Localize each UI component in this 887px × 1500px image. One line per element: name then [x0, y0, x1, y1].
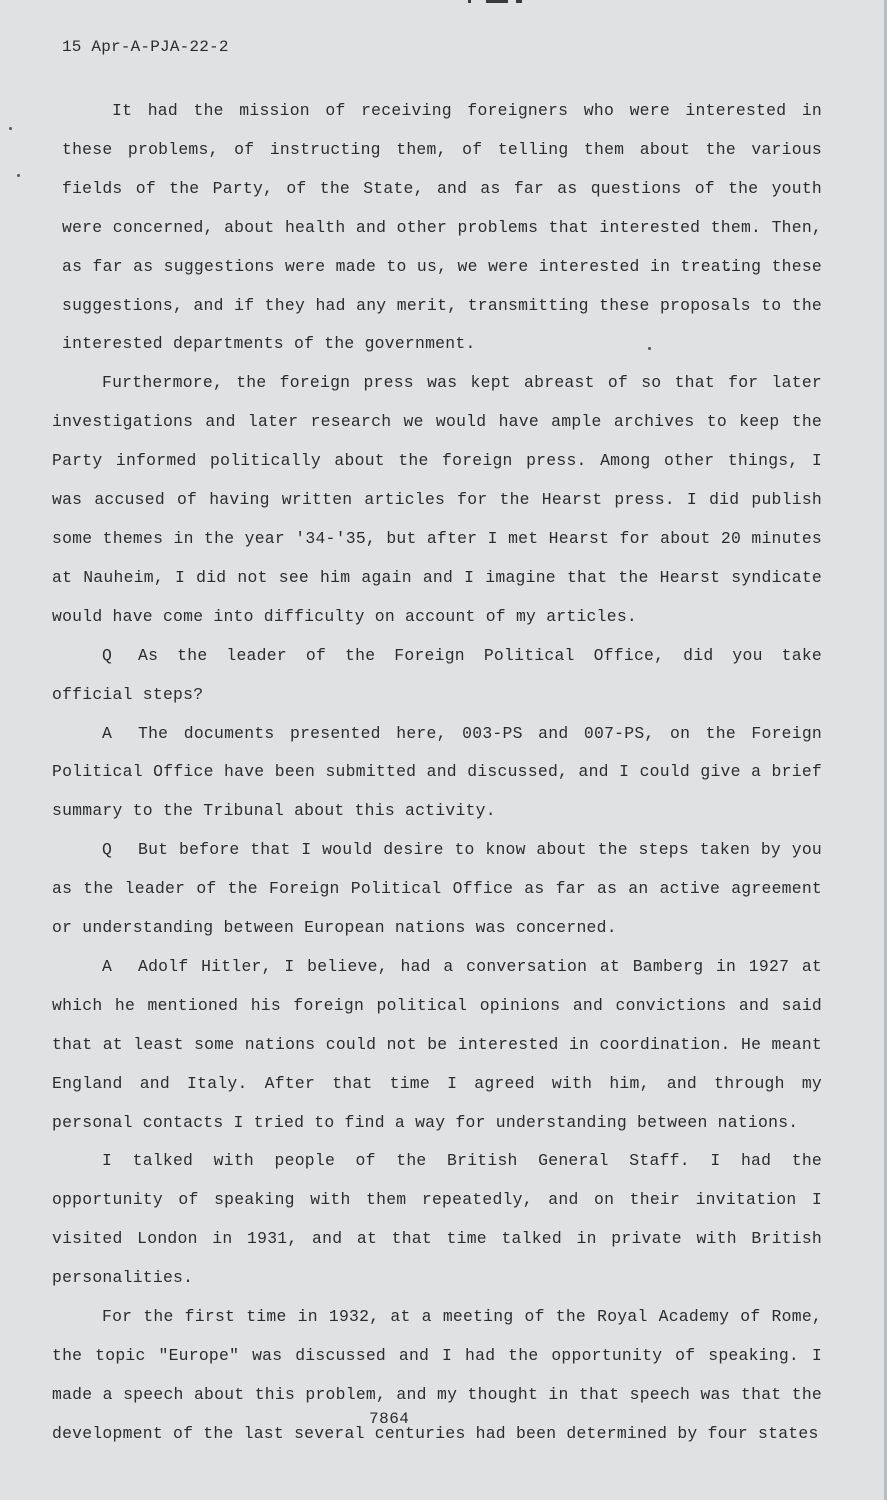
top-edge-mark — [468, 0, 532, 4]
speaker-label: A — [102, 723, 113, 743]
answer-paragraph — [52, 715, 822, 832]
paragraph-text: The documents presented here, 003-PS and 007-PS, on the Foreign Political Office have been submitted and discussed, and I could give a brief summary to the Tribunal about this activity. — [52, 723, 822, 821]
paragraph-text: But before that I would desire to know about the steps taken by you as the leader of the Foreign Political Office as far as an active agreement or understanding between European nations was concerned. — [52, 840, 822, 938]
speaker-label: Q — [102, 840, 113, 860]
paragraph — [52, 1142, 822, 1298]
margin-speck — [9, 127, 12, 130]
speaker-label: Q — [102, 645, 113, 665]
paragraph-text: As the leader of the Foreign Political Office, did you take official steps? — [52, 645, 822, 704]
speaker-label: A — [102, 956, 113, 976]
document-reference: 15 Apr-A-PJA-22-2 — [62, 38, 229, 56]
paragraph-text: Adolf Hitler, I believe, had a conversation at Bamberg in 1927 at which he mentioned his foreign political opinions and convictions and said that at least some nations could not be interested in coordination. He meant England and Italy. After that time I agreed with him, and through my personal contacts I tried to find a way for understanding between nations. — [52, 956, 822, 1132]
paragraph — [52, 92, 822, 364]
question-paragraph — [52, 637, 822, 715]
transcript-body — [52, 92, 822, 1454]
paragraph-text: Furthermore, the foreign press was kept abreast of so that for later investigations and later research we would have ample archives to keep the Party informed politically about the foreign press. Among other things, I was accused of having written articles for the Hearst press. I did publish some themes in the year '34-'35, but after I met Hearst for about 20 minutes at Nauheim, I did not see him again and I imagine that the Hearst syndicate would have come into difficulty on account of my articles. — [52, 373, 822, 626]
page-number: 7864 — [369, 1410, 410, 1428]
margin-speck — [17, 174, 20, 177]
paragraph-text: I talked with people of the British General Staff. I had the opportunity of speaking with them repeatedly, and on their invitation I visited London in 1931, and at that time talked in private with British personalities. — [52, 1151, 822, 1288]
question-paragraph — [52, 831, 822, 948]
paragraph-text: It had the mission of receiving foreigners who were interested in these problems, of instructing them, of telling them about the various fields of the Party, of the State, and as far as questions of the youth were concerned, about health and other problems that interested them. Then, as far as suggestions were made to us, we were interested in treating these suggestions, and if they had any merit, transmitting these proposals to the interested departments of the government. — [62, 101, 822, 354]
paragraph — [52, 364, 822, 636]
paragraph-text: For the first time in 1932, at a meeting of the Royal Academy of Rome, the topic "Europe" was discussed and I had the opportunity of speaking. I made a speech about this problem, and my thought in that speech was that the development of the last several centuries had been determined by four states — [52, 1307, 822, 1443]
paragraph — [52, 1298, 822, 1454]
answer-paragraph — [52, 948, 822, 1143]
